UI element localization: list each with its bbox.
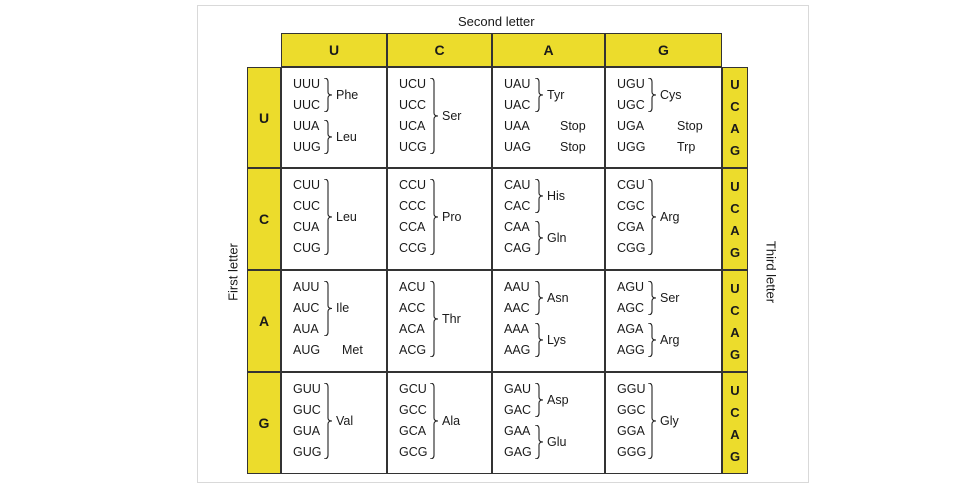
amino-acid-label: Gly (660, 413, 679, 428)
codon-cell (387, 168, 492, 270)
third-letter-column (722, 168, 748, 270)
amino-acid-label: Val (336, 413, 354, 428)
third-letter-u: U (730, 280, 740, 296)
codon: UUA (293, 119, 320, 133)
codon: ACA (399, 322, 425, 336)
codon: GUA (293, 424, 321, 438)
codon: UAC (504, 98, 531, 112)
amino-acid-label: Leu (336, 209, 357, 224)
codon: GCU (399, 382, 427, 396)
codon-cell (281, 67, 387, 168)
codon-cell (387, 372, 492, 474)
third-letter-g: G (729, 244, 741, 260)
brace-shape (429, 78, 439, 154)
brace-shape (647, 383, 657, 459)
codon: UUU (293, 77, 321, 91)
brace-shape (429, 179, 439, 255)
codon: UAG (504, 140, 532, 154)
codon: UUG (293, 140, 321, 154)
codon: CUU (293, 178, 321, 192)
codon: GAU (504, 382, 532, 396)
codon: CUC (293, 199, 321, 213)
third-letter-g: G (729, 448, 741, 464)
amino-acid-label: Arg (660, 332, 680, 347)
codon: CCA (399, 220, 426, 234)
codon: GGG (617, 445, 647, 459)
second-letter-header-c: C (387, 33, 492, 67)
brace-shape (647, 78, 657, 112)
codon-cell (605, 67, 722, 168)
amino-acid-label: Phe (336, 87, 359, 102)
codon-cell (281, 372, 387, 474)
codon: UAU (504, 77, 531, 91)
third-letter-a: A (730, 324, 740, 340)
amino-acid-label: Ser (442, 108, 462, 123)
amino-acid-label: Cys (660, 87, 682, 102)
codon: CAU (504, 178, 531, 192)
codon: CGA (617, 220, 645, 234)
codon: AUG (293, 343, 321, 357)
codon-cell (387, 67, 492, 168)
amino-acid-label: Tyr (547, 87, 565, 102)
codon: GUU (293, 382, 321, 396)
amino-acid-label: Stop (677, 119, 703, 133)
codon: AGA (617, 322, 644, 336)
codon: ACC (399, 301, 426, 315)
amino-acid-label: His (547, 188, 566, 203)
brace-shape (429, 281, 439, 357)
first-letter-header-u: U (247, 67, 281, 168)
codon: GGC (617, 403, 646, 417)
third-letter-a: A (730, 120, 740, 136)
codon-cell (492, 168, 605, 270)
codon: AGG (617, 343, 645, 357)
codon: GAA (504, 424, 531, 438)
third-letter-column (722, 270, 748, 372)
brace-shape (534, 221, 544, 255)
codon-cell (492, 270, 605, 372)
brace-shape (534, 383, 544, 417)
third-letter-label: Third letter (763, 240, 779, 304)
codon: AGU (617, 280, 645, 294)
amino-acid-label: Gln (547, 230, 567, 245)
codon: CGU (617, 178, 645, 192)
amino-acid-label: Trp (677, 140, 696, 154)
codon: UGU (617, 77, 645, 91)
codon: GUC (293, 403, 321, 417)
codon: ACU (399, 280, 426, 294)
amino-acid-label: Ala (442, 413, 461, 428)
third-letter-u: U (730, 382, 740, 398)
amino-acid-label: Asp (547, 392, 569, 407)
codon: CAA (504, 220, 530, 234)
codon: AGC (617, 301, 645, 315)
codon: CCU (399, 178, 427, 192)
third-letter-c: C (730, 200, 740, 216)
amino-acid-label: Leu (336, 129, 357, 144)
amino-acid-label: Met (342, 343, 363, 357)
codon: AAU (504, 280, 530, 294)
second-letter-header-g: G (605, 33, 722, 67)
codon: UAA (504, 119, 530, 133)
codon: UUC (293, 98, 321, 112)
codon: CGG (617, 241, 646, 255)
third-letter-u: U (730, 77, 740, 93)
brace-shape (323, 383, 333, 459)
third-letter-u: U (730, 178, 740, 194)
codon: AUA (293, 322, 319, 336)
codon: AUU (293, 280, 320, 294)
codon: AAG (504, 343, 531, 357)
third-letter-column (722, 372, 748, 474)
codon: CUG (293, 241, 321, 255)
first-letter-header-c: C (247, 168, 281, 270)
amino-acid-label: Stop (560, 119, 586, 133)
third-letter-a: A (730, 222, 740, 238)
brace-shape (323, 78, 333, 112)
codon-cell (605, 168, 722, 270)
codon: CCG (399, 241, 427, 255)
second-letter-label: Second letter (458, 14, 535, 29)
brace-shape (534, 281, 544, 315)
codon: GCA (399, 424, 427, 438)
codon: UCU (399, 77, 427, 91)
brace-shape (323, 120, 333, 154)
brace-shape (534, 323, 544, 357)
third-letter-c: C (730, 404, 740, 420)
first-letter-header-a: A (247, 270, 281, 372)
amino-acid-label: Glu (547, 434, 567, 449)
codon: GCC (399, 403, 427, 417)
brace-shape (647, 179, 657, 255)
brace-shape (429, 383, 439, 459)
codon: CUA (293, 220, 320, 234)
codon: AAA (504, 322, 530, 336)
brace-shape (647, 281, 657, 315)
amino-acid-label: Arg (660, 209, 680, 224)
codon: CCC (399, 199, 427, 213)
amino-acid-label: Asn (547, 290, 569, 305)
amino-acid-label: Lys (547, 332, 566, 347)
codon: AUC (293, 301, 320, 315)
codon: UCG (399, 140, 427, 154)
amino-acid-label: Pro (442, 209, 462, 224)
codon: GUG (293, 445, 322, 459)
codon: UGG (617, 140, 646, 154)
codon: CAC (504, 199, 531, 213)
codon: UCA (399, 119, 426, 133)
amino-acid-label: Thr (442, 311, 461, 326)
third-letter-c: C (730, 99, 740, 115)
amino-acid-label: Stop (560, 140, 586, 154)
amino-acid-label: Ile (336, 301, 350, 315)
codon: GAC (504, 403, 532, 417)
third-letter-column (722, 67, 748, 168)
brace-shape (534, 78, 544, 112)
first-letter-header-g: G (247, 372, 281, 474)
codon: GGU (617, 382, 646, 396)
codon-cell (281, 270, 387, 372)
amino-acid-label: Ser (660, 290, 680, 305)
codon: ACG (399, 343, 427, 357)
brace-shape (534, 179, 544, 213)
first-letter-label: First letter (225, 243, 241, 301)
codon-cell (387, 270, 492, 372)
brace-shape (323, 281, 333, 336)
codon: UCC (399, 98, 427, 112)
codon: GGA (617, 424, 645, 438)
brace-shape (647, 323, 657, 357)
codon: CAG (504, 241, 532, 255)
codon-cell (281, 168, 387, 270)
codon: CGC (617, 199, 645, 213)
third-letter-c: C (730, 302, 740, 318)
third-letter-g: G (729, 346, 741, 362)
brace-shape (534, 425, 544, 459)
codon: UGA (617, 119, 645, 133)
codon: GCG (399, 445, 428, 459)
second-letter-header-u: U (281, 33, 387, 67)
second-letter-header-a: A (492, 33, 605, 67)
codon: UGC (617, 98, 645, 112)
third-letter-g: G (729, 142, 741, 158)
codon: GAG (504, 445, 532, 459)
codon-cell (492, 372, 605, 474)
codon-cell (605, 270, 722, 372)
third-letter-a: A (730, 426, 740, 442)
codon: AAC (504, 301, 530, 315)
brace-shape (323, 179, 333, 255)
codon-cell (605, 372, 722, 474)
codon-cell (492, 67, 605, 168)
